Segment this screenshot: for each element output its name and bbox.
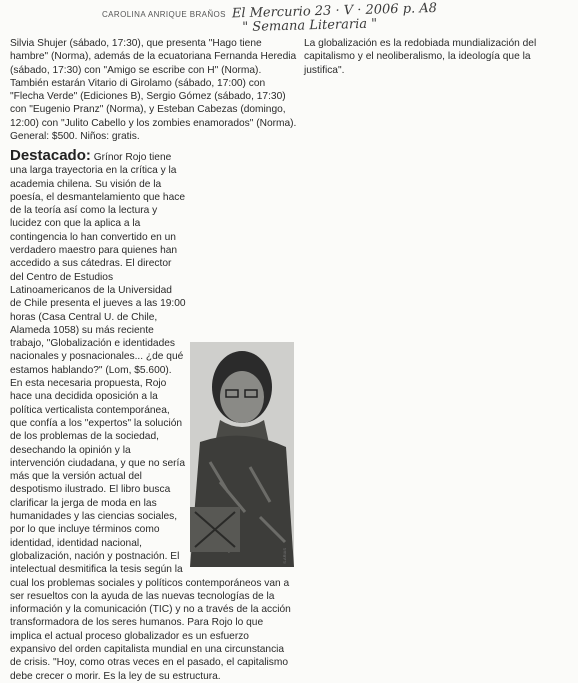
photo-credit: S.ARIAS xyxy=(282,548,287,564)
handwritten-line-1: El Mercurio 23 · V · 2006 p. A8 xyxy=(231,0,438,22)
handwritten-citation xyxy=(232,0,563,35)
handwritten-line-2: " Semana Literaria " xyxy=(242,16,378,36)
author-photo xyxy=(190,342,294,567)
destacado-label: Destacado: xyxy=(10,147,91,164)
destacado-body: Grínor Rojo tiene una larga trayectoria en la crítica y la academia chilena. Su visión de la poesía, el desmantelamiento que hace de la teoría así como la lectura y lucidez con que la aplica a la contingencia lo han convertido en un verdadero maestro para quienes han accedido a sus cátedras. El director del Centro de Estudios Latinoamericanos de la Universidad de Chile presenta el jueves a las 19:00 horas (Casa Central U. de Chile, Alameda 1058) su más reciente trabajo, "Globalización e identidades nacionales y posnacionales... ¿de qué estamos hablando?" (Lom, $5.600). En esta necesaria propuesta, Rojo hace una decidida oposición a la política verticalista contemporánea, que confía a los "expertos" la solución de los problemas de la sociedad, desechando la opinión y la intervención ciudadana, y que no sería más que la versión actual del despotismo ilustrado. El libro busca clarificar la jerga de moda en las humanidades y las ciencias sociales, por lo que incluye términos como identidad, identidad nacional, globalización, nación y postnación. El intelectual desmitifica la tesis según la cual los problemas sociales y políticos contemporáneos van a ser resueltos con la ayuda de las nuevas tecnologías de la información y la comunicación (TIC) y no a través de la acción transformadora de los seres humanos. Para Rojo lo que implica el actual proceso globalizador es un esfuerzo expansivo del orden capitalista mundial en una circunstancia de crisis. "Hoy, como otras veces en el pasado, el capitalismo debe crecer o morir. Es la ley de su estructura. xyxy=(10,152,291,682)
byline: CAROLINA ANRIQUE BRAÑOS xyxy=(102,10,226,19)
author-portrait-image xyxy=(190,342,294,567)
left-column-top xyxy=(10,37,298,143)
globalization-quote-text: La globalización es la redobiada mundialización del capitalismo y el neoliberalismo, la ideología que la justifica". xyxy=(304,38,537,76)
event-listing-text: Silvia Shujer (sábado, 17:30), que presenta "Hago tiene hambre" (Norma), además de la ecuatoriana Fernanda Heredia (sábado, 17:30) con "Amigo se escribe con H" (Norma). También estarán Vitario di Girolamo (sábado, 17:00) con "Flecha Verde" (Ediciones B), Sergio Gómez (sábado, 17:30) con "Eugenio Pranz" (Norma), y Esteban Cabezas (domingo, 12:00) con "Julito Cabello y los zombies enamorados" (Norma). General: $500. Niños: gratis. xyxy=(10,38,297,143)
right-column-top xyxy=(304,37,572,77)
